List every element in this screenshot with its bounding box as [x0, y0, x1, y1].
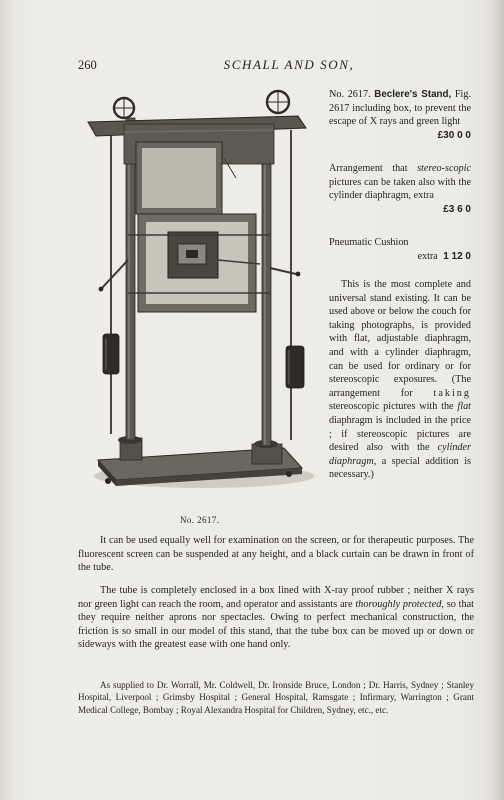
item-2617-price: £30 0 0: [437, 129, 471, 141]
column-right: [262, 118, 271, 446]
pneumatic-cushion-price-line: extra 1 12 0: [417, 250, 471, 262]
handle-left: [102, 260, 128, 288]
column-left: [126, 118, 135, 440]
item-2617-title: Beclere's Stand,: [374, 89, 452, 100]
counterweight-left: [103, 334, 119, 374]
figure-caption: No. 2617.: [180, 515, 220, 525]
page-number: 260: [78, 58, 97, 72]
stand-description-paragraph: This is the most complete and universal stand existing. It can be used above or below the couch for taking photographs, is provided with flat, adjustable diaphragm, and with a cylinder diaphragm, can be used for ordinary or for stereoscopic exposures. (The arrangement for taking stereoscopic pictures with the flat diaphragm is included in the price ; if stereoscopic pictures are desired also with the cylinder diaphragm, a special addition is necessary.): [329, 279, 472, 481]
beclere-stand-illustration: [84, 88, 316, 493]
pneumatic-cushion-block: [329, 236, 471, 263]
stereoscopic-arrangement-description: Arrangement that stereo-scopic pictures can be taken also with the cylinder diaphragm, extra: [329, 163, 471, 202]
item-2617-number: No. 2617.: [329, 89, 371, 100]
item-2617-description: No. 2617. Beclere's Stand, Fig. 2617 including box, to prevent the escape of X rays and green light: [329, 89, 472, 128]
stereoscopic-arrangement-block: [329, 162, 471, 216]
item-2617-block: [329, 88, 471, 142]
protection-paragraph: The tube is completely enclosed in a box lined with X-ray proof rubber ; neither X rays nor green light can reach the room, and operator and assistants are thoroughly protected, so that they require neither aprons nor spectacles. Owing to perfect mechanical construction, the friction is so small in our model of this stand, that the tube box can be moved up or down or sideways with the greatest ease with one hand only.: [78, 585, 475, 651]
fluorescent-screen: [142, 148, 216, 208]
running-head: SCHALL AND SON,: [223, 57, 355, 72]
caster-left: [105, 478, 111, 484]
pneumatic-cushion-name: Pneumatic Cushion: [329, 237, 409, 248]
page-header: [78, 58, 478, 74]
caster-right: [286, 471, 292, 477]
handle-right: [270, 268, 296, 274]
stereoscopic-arrangement-price: £3 6 0: [443, 203, 471, 215]
supplied-to-paragraph: As supplied to Dr. Worrall, Mr. Coldwell, Dr. Ironside Bruce, London ; Dr. Harris, Sydney ; Stanley Hospital, Liverpool ; Grimsby Hospital ; General Hospital, Ramsgate ; Infirmary, Warrington ; Grant Medical College, Bombay ; Royal Alexandra Hospital for Children, Sydney, etc., etc.: [78, 680, 474, 715]
pneumatic-cushion-price: 1 12 0: [443, 250, 471, 262]
usage-paragraph: It can be used equally well for examination on the screen, or for therapeutic purposes. The fluorescent screen can be suspended at any height, and a black curtain can be drawn in front of the tube.: [78, 535, 474, 574]
